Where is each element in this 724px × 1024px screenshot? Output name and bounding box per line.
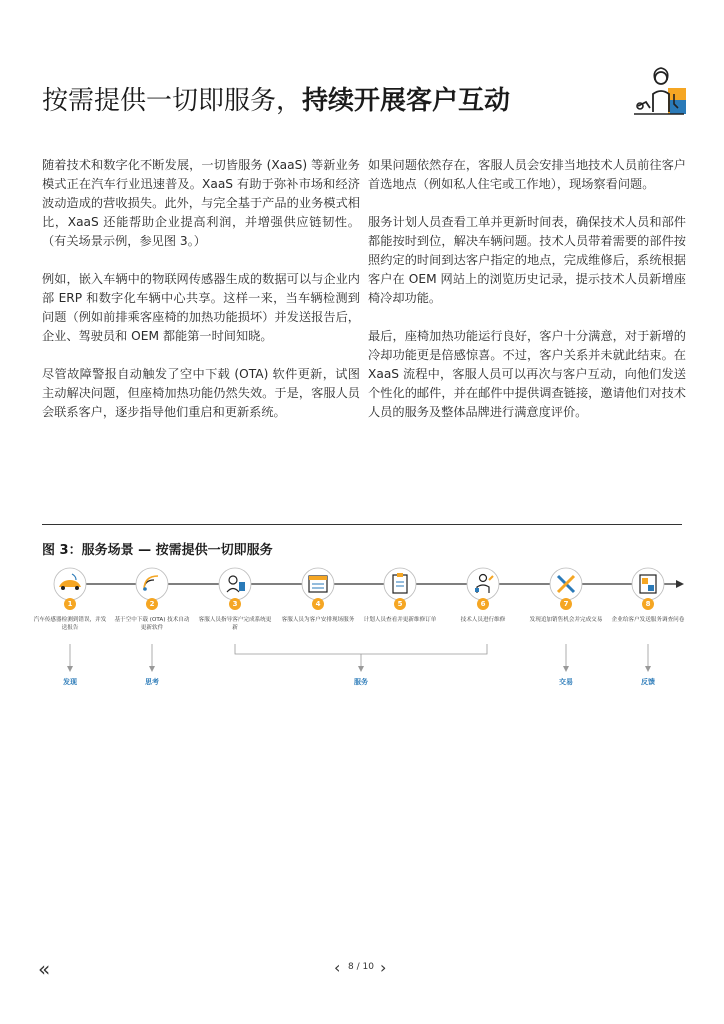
prev-page-button[interactable]: ‹ [334,958,341,977]
car-sensor-icon [32,560,108,600]
paragraph: 服务计划人员查看工单并更新时间表，确保技术人员和部件都能按时到位，解决车辆问题。技术人员带着需要的部件按照约定的时间到达客户指定的地点，完成维修后，系统根据客户在 OEM 网站上的浏览历史记录，提示技术人员新增座椅冷却功能。 [368,215,686,305]
figure-title: 图 3：服务场景 — 按需提供一切即服务 [42,543,273,558]
paragraph: 尽管故障警报自动触发了空中下载 (OTA) 软件更新，试图主动解决问题，但座椅加热功能仍然失效。于是，客服人员会联系客户，逐步指导他们重启和更新系统。 [42,367,360,419]
step-number: 6 [477,598,489,610]
calendar-icon [280,560,356,600]
paragraph: 例如，嵌入车辆中的物联网传感器生成的数据可以与企业内部 ERP 和数字化车辆中心共享。这样一来，当车辆检测到问题（例如前排乘客座椅的加热功能损坏）并发送报告后，企业、驾驶员和 OEM 都能第一时间知晓。 [42,272,360,343]
service-technician-icon [630,66,686,118]
home-nav-button[interactable]: « [38,957,47,981]
step-label: 发现追加销售机会并完成交易 [529,617,603,623]
step-label: 客服人员为客户安排现场服务 [281,617,355,623]
page-title-bold: 持续开展客户互动 [302,86,511,116]
step-number: 8 [642,598,654,610]
next-page-button[interactable]: › [380,958,387,977]
body-left-column [42,156,360,441]
page-title [42,84,602,118]
page-number: 8 / 10 [348,962,374,972]
survey-icon [610,560,686,600]
section-divider [42,524,682,525]
clipboard-icon [362,560,438,600]
phase-label: 反馈 [641,678,655,686]
wireless-signal-icon [114,560,190,600]
customer-service-icon [197,560,273,600]
phase-label: 交易 [559,678,573,686]
step-number: 2 [146,598,158,610]
step-label: 汽车传感器检测到错误，并发送报告 [33,617,107,631]
phase-label: 发现 [63,678,77,686]
phase-label: 服务 [354,678,368,686]
page-title-light: 按需提供一切即服务， [42,86,303,116]
step-number: 3 [229,598,241,610]
step-number: 7 [560,598,572,610]
step-label: 计划人员查看并更新维修订单 [363,617,437,623]
step-label: 企业给客户发送服务调查问卷 [611,617,685,623]
paragraph: 如果问题依然存在，客服人员会安排当地技术人员前往客户首选地点（例如私人住宅或工作地），现场察看问题。 [368,158,686,191]
phase-label: 思考 [145,678,159,686]
body-right-column [368,156,686,441]
step-label: 基于空中下载 (OTA) 技术自动更新软件 [114,617,190,631]
step-label: 客服人员指导客户完成系统更新 [198,617,272,631]
paragraph: 最后，座椅加热功能运行良好，客户十分满意，对于新增的冷却功能更是倍感惊喜。不过，客户关系并未就此结束。在 XaaS 流程中，客服人员可以再次与客户互动，向他们发送个性化的邮件，并在邮件中提供调查链接，邀请他们对技术人员的服务及整体品牌进行满意度评价。 [368,329,686,419]
step-label: 技术人员进行维修 [460,617,506,623]
tools-icon [528,560,604,600]
paragraph: 随着技术和数字化不断发展，一切皆服务 (XaaS) 等新业务模式正在汽车行业迅速普及。XaaS 有助于弥补市场和经济波动造成的营收损失。此外，与完全基于产品的业务模式相比，XaaS 还能帮助企业提高利润，并增强供应链韧性。（有关场景示例，参见图 3。） [42,158,360,248]
step-number: 4 [312,598,324,610]
technician-icon [445,560,521,600]
step-number: 5 [394,598,406,610]
pagination [334,958,394,978]
step-number: 1 [64,598,76,610]
